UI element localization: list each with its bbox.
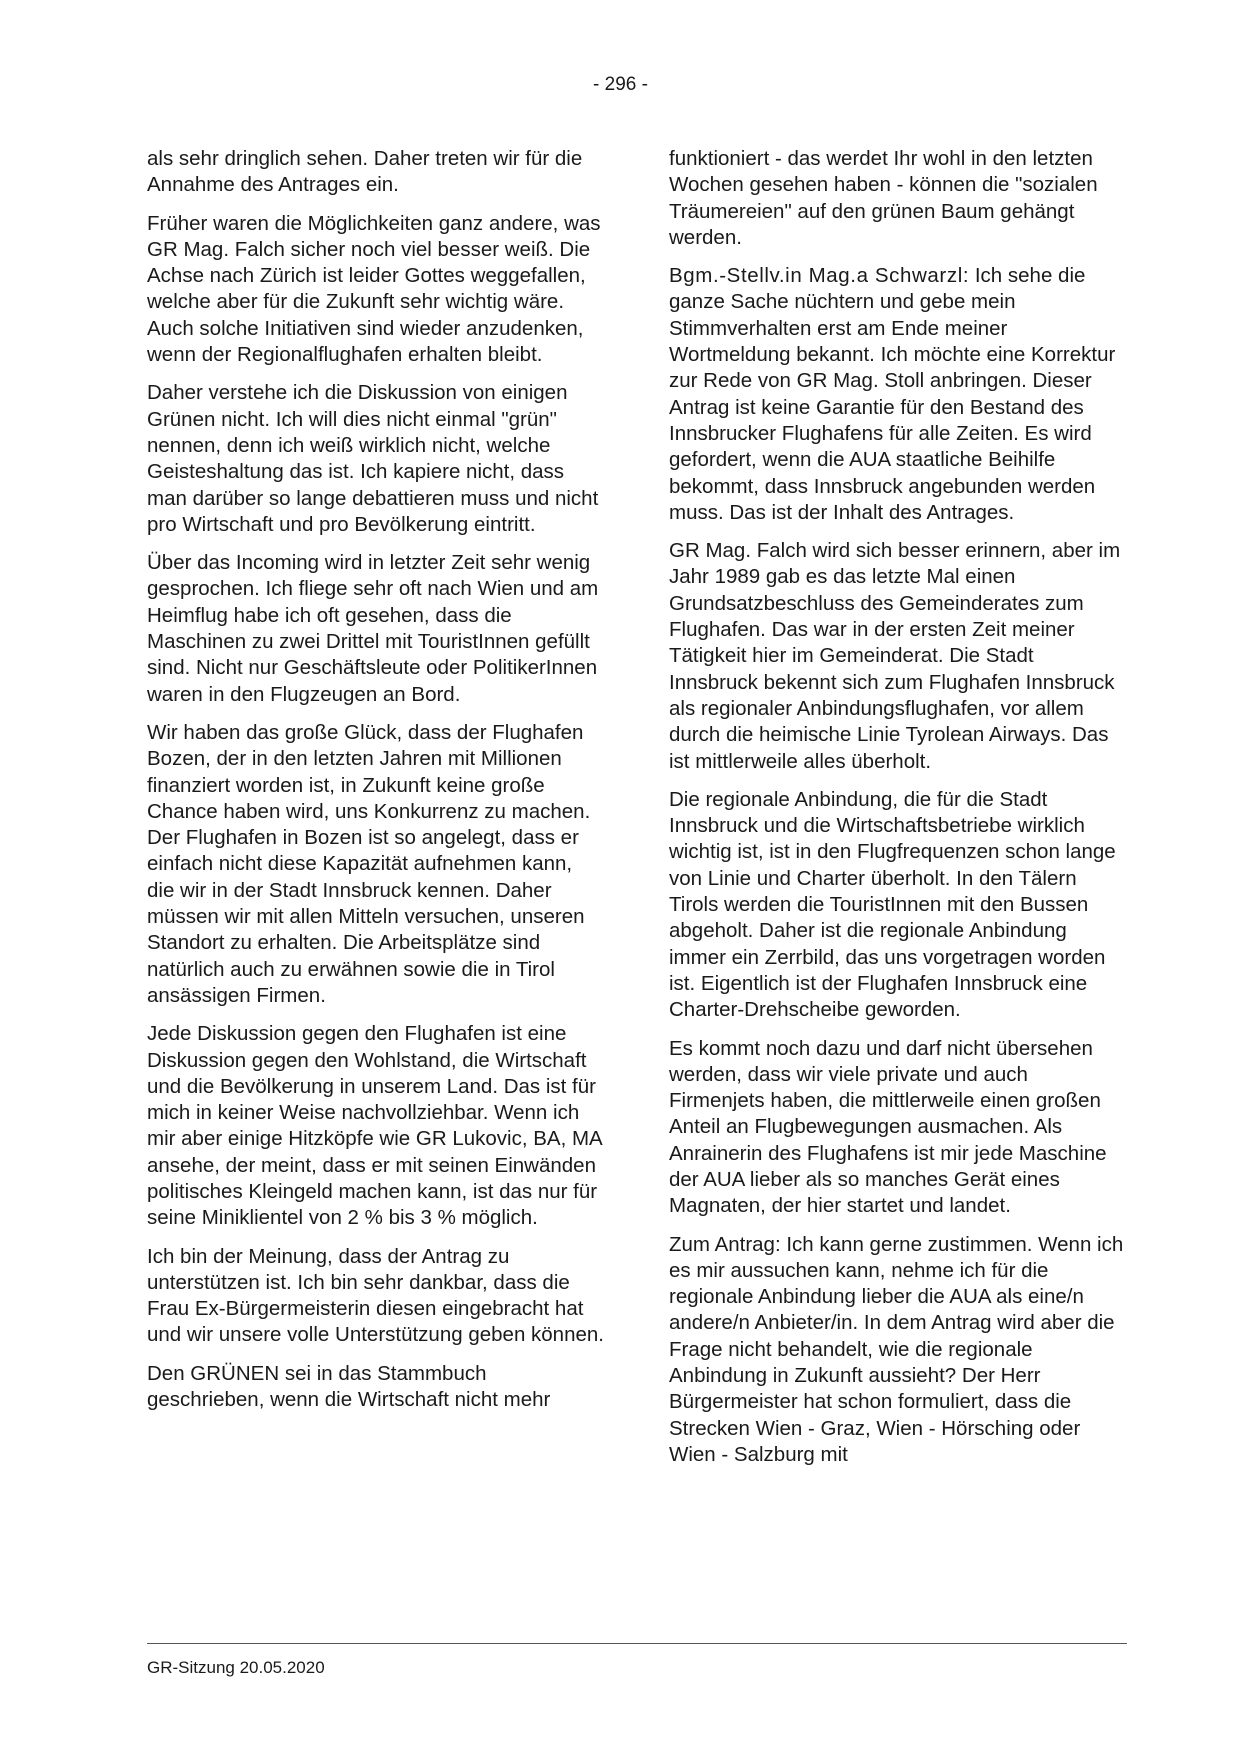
paragraph: GR Mag. Falch wird sich besser erinnern, aber im Jahr 1989 gab es das letzte Mal einen Grundsatzbeschluss des Gemeinderates zum Flughafen. Das war in der ersten Zeit meiner Tätigkeit hier im Gemeinderat. Die Stadt Innsbruck bekennt sich zum Flughafen Innsbruck als regionaler Anbindungsflughafen, vor allem durch die heimische Linie Tyrolean Airways. Das ist mittlerweile alles überholt. bbox=[669, 539, 1121, 773]
paragraph: Zum Antrag: Ich kann gerne zustimmen. Wenn ich es mir aussuchen kann, nehme ich für die regionale Anbindung lieber die AUA als eine/n andere/n Anbieter/in. In dem Antrag wird aber die Frage nicht behandelt, wie die regionale Anbindung in Zukunft aussieht? Der Herr Bürgermeister hat schon formuliert, dass die Strecken Wien - Graz, Wien - Hörsching oder Wien - Salzburg mit bbox=[669, 1232, 1124, 1466]
paragraph: Die regionale Anbindung, die für die Stadt Innsbruck und die Wirtschaftsbetriebe wirklich wichtig ist, ist in den Flugfrequenzen schon lange von Linie und Charter überholt. In den Tälern Tirols werden die TouristInnen mit den Bussen abgeholt. Daher ist die regionale Anbindung immer ein Zerrbild, das uns vorgetragen worden ist. Eigentlich ist der Flughafen Innsbruck eine Charter-Drehscheibe geworden. bbox=[669, 787, 1116, 1022]
paragraph: Früher waren die Möglichkeiten ganz andere, was GR Mag. Falch sicher noch viel besser weiß. Die Achse nach Zürich ist leider Gottes weggefallen, welche aber für die Zukunft sehr wichtig wäre. Auch solche Initiativen sind wieder anzudenken, wenn der Regionalflughafen erhalten bleibt. bbox=[147, 211, 601, 367]
footer-session: GR-Sitzung 20.05.2020 bbox=[147, 1658, 325, 1677]
paragraph: als sehr dringlich sehen. Daher treten wir für die Annahme des Antrages ein. bbox=[147, 147, 583, 197]
paragraph: Wir haben das große Glück, dass der Flughafen Bozen, der in den letzten Jahren mit Millionen finanziert worden ist, in Zukunft keine große Chance haben wird, uns Konkurrenz zu machen. Der Flughafen in Bozen ist so angelegt, dass er einfach nicht diese Kapazität aufnehmen kann, die wir in der Stadt Innsbruck kennen. Daher müssen wir mit allen Mitteln versuchen, unseren Standort zu erhalten. Die Arbeitsplätze sind natürlich auch zu erwähnen sowie die in Tirol ansässigen Firmen. bbox=[147, 720, 591, 1007]
left-column bbox=[147, 146, 605, 1425]
right-column bbox=[669, 146, 1127, 1480]
page-number: - 296 - bbox=[593, 74, 648, 95]
paragraph: funktioniert - das werdet Ihr wohl in den letzten Wochen gesehen haben - können die "sozialen Träumereien" auf den grünen Baum gehängt werden. bbox=[669, 147, 1098, 249]
speaker-label: Bgm.-Stellv.in Mag.a Schwarzl: bbox=[669, 264, 970, 288]
paragraph: Daher verstehe ich die Diskussion von einigen Grünen nicht. Ich will dies nicht einmal "grün" nennen, denn ich weiß wirklich nicht, welche Geisteshaltung das ist. Ich kapiere nicht, dass man darüber so lange debattieren muss und nicht pro Wirtschaft und pro Bevölkerung eintritt. bbox=[147, 381, 599, 536]
footer-divider bbox=[147, 1643, 1127, 1644]
speaker-paragraph bbox=[669, 263, 1127, 526]
paragraph: Über das Incoming wird in letzter Zeit sehr wenig gesprochen. Ich fliege sehr oft nach Wien und am Heimflug habe ich oft gesehen, dass die Maschinen zu zwei Drittel mit TouristInnen gefüllt sind. Nicht nur Geschäftsleute oder PolitikerInnen waren in den Flugzeugen an Bord. bbox=[147, 551, 599, 706]
speaker-text: Ich sehe die ganze Sache nüchtern und gebe mein Stimmverhalten erst am Ende meiner Wortmeldung bekannt. Ich möchte eine Korrektur zur Rede von GR Mag. Stoll anbringen. Dieser Antrag ist keine Garantie für den Bestand des Innsbrucker Flughafens für alle Zeiten. Es wird gefordert, wenn die AUA staatliche Beihilfe bekommt, dass Innsbruck angebunden werden muss. Das ist der Inhalt des Antrages. bbox=[669, 264, 1116, 524]
paragraph: Es kommt noch dazu und darf nicht übersehen werden, dass wir viele private und auch Firmenjets haben, die mittlerweile einen großen Anteil an Flugbewegungen ausmachen. Als Anrainerin des Flughafens ist mir jede Maschine der AUA lieber als so manches Gerät eines Magnaten, der hier startet und landet. bbox=[669, 1036, 1107, 1218]
paragraph: Den GRÜNEN sei in das Stammbuch geschrieben, wenn die Wirtschaft nicht mehr bbox=[147, 1361, 551, 1412]
paragraph: Jede Diskussion gegen den Flughafen ist eine Diskussion gegen den Wohlstand, die Wirtschaft und die Bevölkerung in unserem Land. Das ist für mich in keiner Weise nachvollziehbar. Wenn ich mir aber einige Hitzköpfe wie GR Lukovic, BA, MA ansehe, der meint, dass er mit seinen Einwänden politisches Kleingeld machen kann, ist das nur für seine Miniklientel von 2 % bis 3 % möglich. bbox=[147, 1022, 602, 1230]
paragraph: Ich bin der Meinung, dass der Antrag zu unterstützen ist. Ich bin sehr dankbar, dass die Frau Ex-Bürgermeisterin diesen eingebracht hat und wir unsere volle Unterstützung geben können. bbox=[147, 1244, 604, 1347]
